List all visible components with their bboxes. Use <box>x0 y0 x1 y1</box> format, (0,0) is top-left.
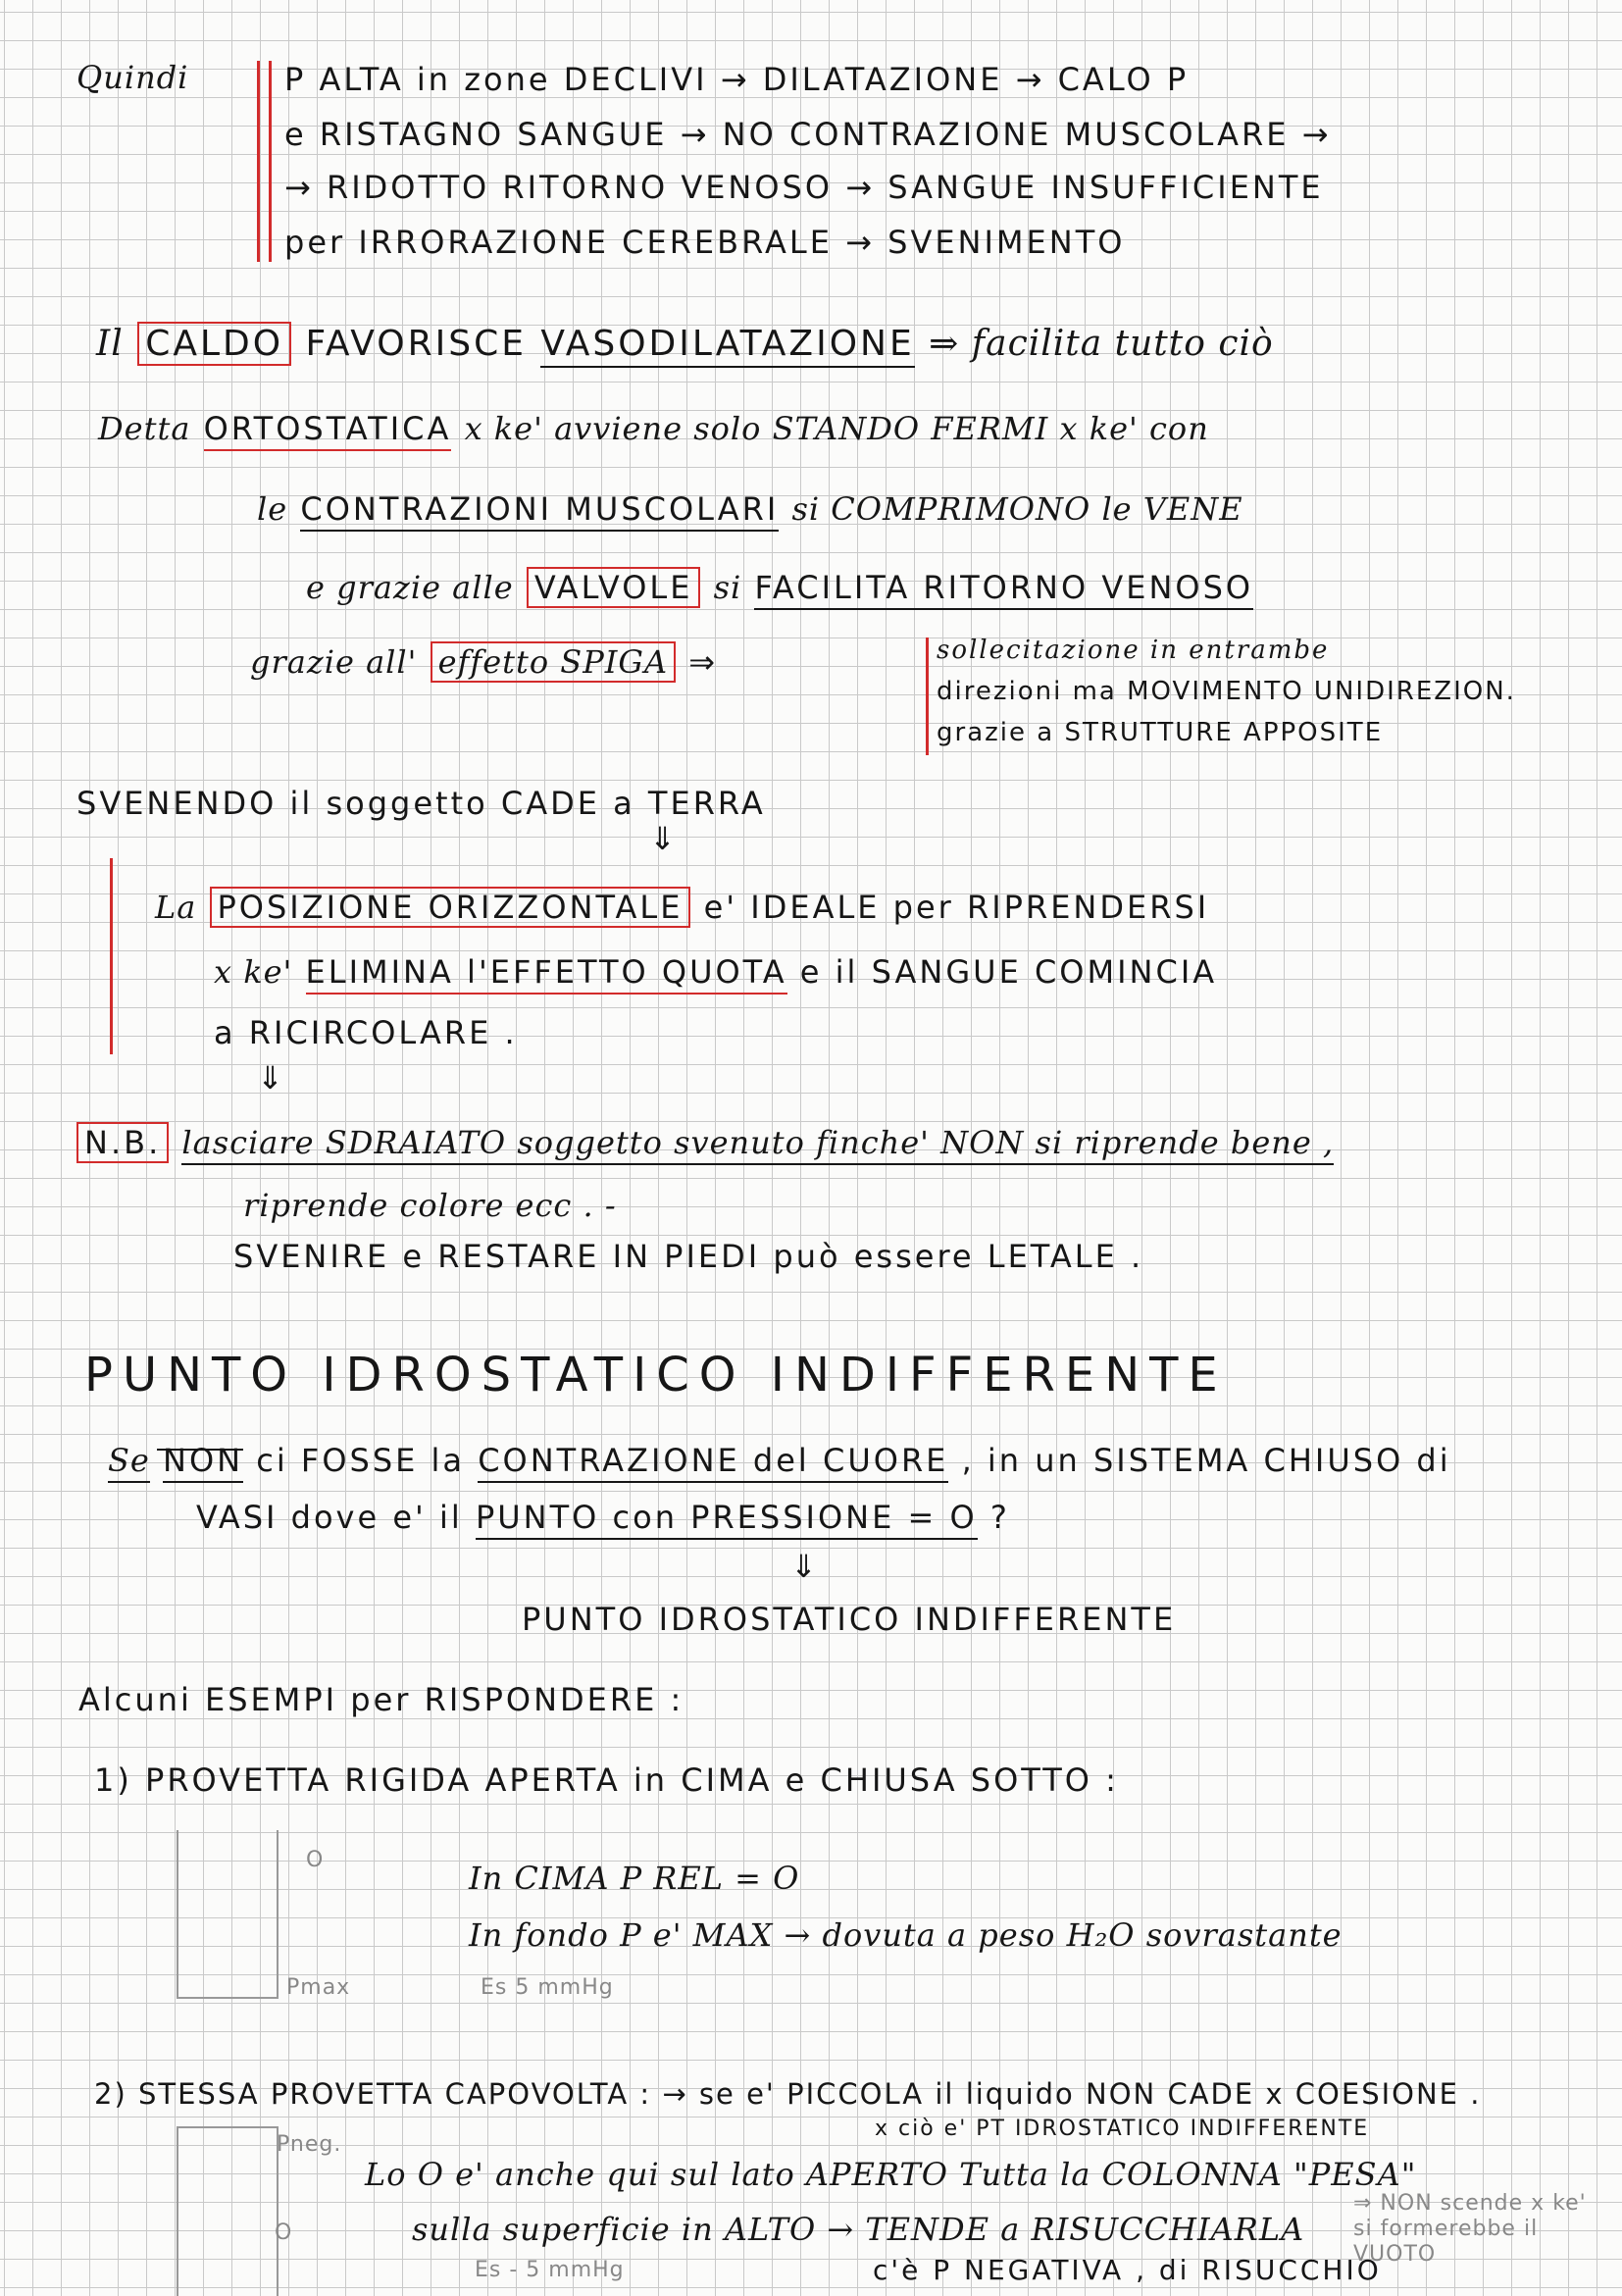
text: CONTRAZIONI MUSCOLARI <box>300 490 779 532</box>
ricircolare-line: a RICIRCOLARE . <box>214 1014 518 1051</box>
quindi-label: Quindi <box>76 59 189 96</box>
text: NON <box>163 1442 243 1483</box>
spiga-note: direzioni ma MOVIMENTO UNIDIREZION. <box>937 677 1516 706</box>
arrow-symbol: ⇒ <box>688 643 719 681</box>
caldo-line <box>96 324 1274 364</box>
spiga-line <box>250 643 718 681</box>
section-heading: PUNTO IDROSTATICO INDIFFERENTE <box>84 1348 1228 1403</box>
text: si COMPRIMONO le VENE <box>791 490 1243 528</box>
elimina-line <box>214 953 1217 991</box>
valvole-line <box>306 569 1253 606</box>
red-margin-bar <box>110 858 113 1054</box>
nb-line: SVENIRE e RESTARE IN PIEDI può essere LETALE . <box>233 1238 1144 1275</box>
question-line <box>196 1499 1010 1536</box>
test-tube-drawing <box>177 2126 279 2296</box>
text: La <box>155 889 197 926</box>
text: ? <box>989 1499 1010 1536</box>
example-2: 2) STESSA PROVETTA CAPOVOLTA : → se e' PICCOLA il liquido NON CADE x COESIONE . <box>94 2077 1482 2111</box>
red-margin-bar <box>269 61 272 262</box>
effetto-spiga-box: effetto SPIGA <box>431 641 676 683</box>
down-arrow: ⇓ <box>790 1548 820 1585</box>
note-line: per IRRORAZIONE CEREBRALE → SVENIMENTO <box>284 224 1126 261</box>
side-note: ⇒ NON scende x ke' si formerebbe il VUOTO <box>1353 2191 1587 2267</box>
text: PUNTO con PRESSIONE = O <box>476 1499 978 1540</box>
zero-mark: O <box>275 2220 293 2245</box>
text: le <box>257 490 288 528</box>
text: , in un SISTEMA CHIUSO di <box>961 1442 1451 1479</box>
pneg-label: Pneg. <box>277 2132 342 2157</box>
red-margin-bar <box>257 61 260 262</box>
posizione-box: POSIZIONE ORIZZONTALE <box>210 887 691 928</box>
question-line <box>108 1442 1451 1479</box>
example-2-line: c'è P NEGATIVA , di RISUCCHIO <box>873 2254 1382 2286</box>
text: Detta <box>98 410 191 447</box>
text: e' IDEALE per RIPRENDERSI <box>703 889 1210 926</box>
text: x ke' <box>214 953 293 991</box>
text: ⇒ facilita tutto ciò <box>929 324 1274 364</box>
example-2-line: sulla superficie in ALTO → TENDE a RISUCCHIARLA <box>412 2211 1305 2248</box>
pmax-label: Pmax <box>286 1975 351 2000</box>
spiga-note: sollecitazione in entrambe <box>937 636 1330 665</box>
examples-intro: Alcuni ESEMPI per RISPONDERE : <box>78 1681 684 1718</box>
zero-mark: O <box>306 1848 325 1872</box>
text: VASODILATAZIONE <box>540 324 914 368</box>
caldo-box: CALDO <box>137 322 291 366</box>
text: VASI dove e' il <box>196 1499 463 1536</box>
ortostatica-line <box>98 410 1209 447</box>
example-2-line: Lo O e' anche qui sul lato APERTO Tutta la COLONNA "PESA" <box>365 2156 1417 2193</box>
contrazioni-line <box>257 490 1243 528</box>
text: e il SANGUE COMINCIA <box>799 953 1218 991</box>
test-tube-drawing <box>177 1830 279 1999</box>
example-1-line: In CIMA P REL = O <box>469 1860 800 1897</box>
note-line: P ALTA in zone DECLIVI → DILATAZIONE → CALO P <box>284 61 1190 98</box>
example-1-line: In fondo P e' MAX → dovuta a peso H₂O sovrastante <box>469 1916 1343 1954</box>
text: si <box>713 569 742 606</box>
example-1: 1) PROVETTA RIGIDA APERTA in CIMA e CHIUSA SOTTO : <box>94 1761 1119 1799</box>
text: grazie all' <box>250 643 418 681</box>
answer-line: PUNTO IDROSTATICO INDIFFERENTE <box>522 1601 1177 1638</box>
valvole-box: VALVOLE <box>527 567 701 608</box>
note-line: e RISTAGNO SANGUE → NO CONTRAZIONE MUSCOLARE → <box>284 116 1332 153</box>
text: ORTOSTATICA <box>204 410 452 451</box>
text: ELIMINA l'EFFETTO QUOTA <box>306 953 787 995</box>
es-label: Es - 5 mmHg <box>475 2258 625 2282</box>
text: Il <box>96 324 124 364</box>
text: FAVORISCE <box>305 324 527 364</box>
note-line: → RIDOTTO RITORNO VENOSO → SANGUE INSUFFICIENTE <box>284 169 1324 206</box>
example-2-note: x ciò e' PT IDROSTATICO INDIFFERENTE <box>875 2117 1370 2141</box>
nb-box: N.B. <box>76 1122 169 1163</box>
text: ci FOSSE la <box>256 1442 466 1479</box>
spiga-note: grazie a STRUTTURE APPOSITE <box>937 718 1384 747</box>
text: lasciare SDRAIATO soggetto svenuto finche' NON si riprende bene , <box>181 1124 1334 1165</box>
nb-line <box>76 1124 1334 1161</box>
down-arrow: ⇓ <box>649 820 679 857</box>
text: Se <box>108 1442 150 1483</box>
nb-line: riprende colore ecc . - <box>243 1187 617 1224</box>
text: e grazie alle <box>306 569 514 606</box>
text: x ke' avviene solo STANDO FERMI x ke' con <box>464 410 1209 447</box>
red-margin-bar <box>926 638 929 755</box>
down-arrow: ⇓ <box>257 1059 286 1097</box>
text: FACILITA RITORNO VENOSO <box>754 569 1253 610</box>
svenendo-line: SVENENDO il soggetto CADE a TERRA <box>76 785 766 822</box>
text: CONTRAZIONE del CUORE <box>478 1442 948 1483</box>
posizione-line <box>155 889 1209 926</box>
es-label: Es 5 mmHg <box>481 1975 614 2000</box>
